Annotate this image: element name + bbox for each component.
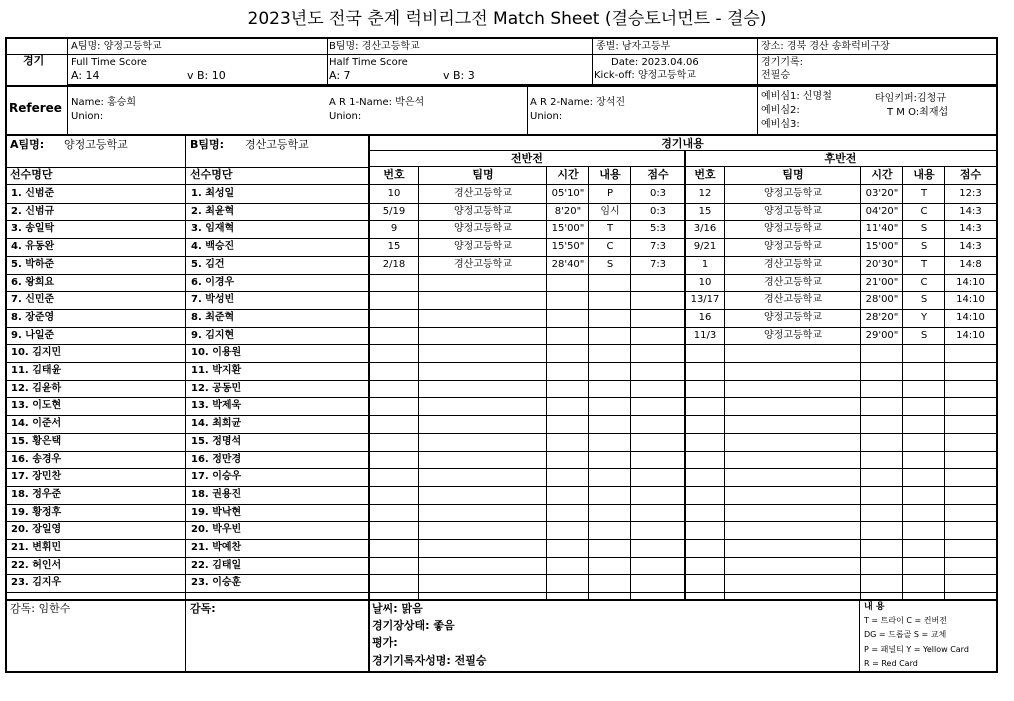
player-a: 7. 신민준 (11, 294, 55, 305)
second-half-time: 20'30" (865, 259, 899, 270)
player-a: 5. 박하준 (11, 259, 55, 270)
match-label: 경기 (23, 54, 45, 67)
player-b: 8. 최준혁 (191, 312, 235, 323)
team-a-title: 양정고등학교 (64, 138, 128, 151)
player-b: 23. 이승훈 (191, 577, 242, 588)
player-a: 4. 유동완 (11, 241, 55, 252)
first-half-no: 2/18 (382, 259, 406, 270)
grid-line (7, 415, 996, 416)
recorder: 경기기록자성명: 전필승 (372, 654, 487, 667)
first-half-time: 15'50" (551, 241, 585, 252)
player-b: 9. 김지현 (191, 330, 235, 341)
first-half-type: P (606, 188, 614, 199)
second-half-time: 15'00" (865, 241, 899, 252)
player-b: 1. 최성일 (191, 188, 235, 199)
col-no-2: 번호 (694, 168, 716, 181)
second-half-score: 14:8 (959, 259, 982, 270)
grid-line (7, 539, 996, 540)
second-half-type: C (920, 277, 928, 288)
division: 종별: 남자고등부 (596, 41, 671, 52)
player-a: 20. 장일영 (11, 524, 62, 535)
player-b: 11. 박지환 (191, 365, 242, 376)
col-time-2: 시간 (871, 168, 893, 181)
evaluation: 평가: (372, 636, 398, 649)
second-half-no: 11/3 (693, 330, 717, 341)
player-a: 15. 황은택 (11, 436, 62, 447)
record-label: 경기기록: (761, 57, 804, 68)
second-half-no: 10 (698, 277, 712, 288)
second-half-team: 경산고등학교 (764, 294, 822, 305)
player-b: 18. 권용진 (191, 489, 242, 500)
player-a: 23. 김지우 (11, 577, 62, 588)
second-half-team: 양정고등학교 (764, 206, 822, 217)
player-b: 19. 박낙현 (191, 507, 242, 518)
second-half-type: S (920, 330, 928, 341)
player-a: 3. 송일탁 (11, 223, 55, 234)
second-half-time: 28'20" (865, 312, 899, 323)
player-a: 11. 김태윤 (11, 365, 62, 376)
team-a-label: A팀명: (10, 138, 45, 151)
second-half-team: 양정고등학교 (764, 241, 822, 252)
second-half-time: 11'40" (865, 223, 899, 234)
player-b: 22. 김태일 (191, 560, 242, 571)
player-b: 3. 임재혁 (191, 223, 235, 234)
second-half-no: 13/17 (690, 294, 720, 305)
player-b: 14. 최희균 (191, 418, 242, 429)
second-half-score: 14:10 (956, 312, 985, 323)
player-a: 17. 장민찬 (11, 471, 62, 482)
second-half-no: 15 (698, 206, 712, 217)
second-half-score: 14:3 (959, 241, 982, 252)
reserve-referee-1: 예비심1: 신명철 (761, 91, 832, 102)
second-half-score: 14:10 (956, 294, 985, 305)
field-condition: 경기장상태: 좋음 (372, 619, 455, 632)
log-header: 경기내용 (661, 137, 704, 150)
first-half-time: 15'00" (551, 223, 585, 234)
first-half-time: 8'20" (554, 206, 582, 217)
kick-off: Kick-off: 양정고등학교 (594, 70, 696, 81)
match-sheet (5, 37, 998, 673)
team-b-label: B팀명: (190, 138, 225, 151)
second-half-time: 29'00" (865, 330, 899, 341)
legend-line-4: R = Red Card (864, 659, 918, 668)
second-half-type: T (920, 188, 928, 199)
col-score-2: 점수 (959, 168, 982, 181)
player-b: 10. 이용원 (191, 347, 242, 358)
second-half-time: 28'00" (865, 294, 899, 305)
player-a: 21. 변휘민 (11, 542, 62, 553)
first-half-type: C (606, 241, 614, 252)
tmo: T M O:최재섭 (887, 107, 949, 118)
grid-line (859, 599, 860, 673)
first-half-team: 양정고등학교 (454, 206, 512, 217)
grid-line (7, 504, 996, 505)
second-half-no: 9/21 (693, 241, 717, 252)
first-half-type: 임시 (600, 206, 620, 217)
half-time-b: v B: 3 (443, 69, 475, 82)
first-half-label: 전반전 (511, 152, 543, 165)
col-type-1: 내용 (599, 168, 621, 181)
second-half-type: S (920, 294, 928, 305)
player-b: 7. 박성빈 (191, 294, 235, 305)
player-a: 1. 신범준 (11, 188, 55, 199)
ar1-union: Union: (329, 111, 362, 122)
reserve-referee-2: 예비심2: (761, 105, 800, 116)
grid-line (7, 521, 996, 522)
player-a: 10. 김지민 (11, 347, 62, 358)
second-half-type: Y (920, 312, 928, 323)
second-half-team: 양정고등학교 (764, 223, 822, 234)
second-half-no: 1 (701, 259, 709, 270)
referee-union: Union: (71, 111, 104, 122)
col-team-1: 팀명 (472, 168, 494, 181)
weather: 날씨: 맑음 (372, 602, 423, 615)
first-half-no: 9 (390, 223, 398, 234)
grid-line (7, 362, 996, 363)
first-half-team: 양정고등학교 (454, 241, 512, 252)
grid-line (7, 599, 996, 601)
second-half-no: 12 (698, 188, 712, 199)
player-b: 5. 김건 (191, 259, 225, 270)
first-half-score: 0:3 (649, 206, 667, 217)
col-team-2: 팀명 (782, 168, 804, 181)
col-time-1: 시간 (557, 168, 579, 181)
player-a: 2. 신범규 (11, 206, 55, 217)
match-date: Date: 2023.04.06 (611, 57, 699, 68)
player-a: 16. 송경우 (11, 454, 62, 465)
legend-line-2: DG = 드롭골 S = 교체 (864, 630, 947, 639)
sheet-title: 2023년도 전국 춘계 럭비리그전 Match Sheet (결승토너먼트 - 결승) (247, 9, 767, 29)
grid-line (7, 451, 996, 452)
record-name: 전필승 (761, 70, 790, 81)
second-half-team: 경산고등학교 (764, 277, 822, 288)
reserve-referee-3: 예비심3: (761, 119, 800, 130)
half-time-label: Half Time Score (329, 57, 408, 68)
grid-line (7, 574, 996, 575)
player-a: 13. 이도현 (11, 400, 62, 411)
second-half-score: 14:10 (956, 330, 985, 341)
first-half-no: 5/19 (382, 206, 406, 217)
legend-line-3: P = 패널티 Y = Yellow Card (864, 645, 969, 654)
ar2-union: Union: (530, 111, 563, 122)
second-half-time: 21'00" (865, 277, 899, 288)
grid-line (368, 166, 996, 167)
first-half-type: S (606, 259, 614, 270)
second-half-score: 14:10 (956, 277, 985, 288)
player-a: 14. 이준서 (11, 418, 62, 429)
player-a: 9. 나일준 (11, 330, 55, 341)
first-half-no: 15 (387, 241, 401, 252)
grid-line (7, 592, 996, 593)
second-half-score: 14:3 (959, 206, 982, 217)
referee-label: Referee (9, 101, 62, 115)
player-a: 6. 왕희요 (11, 277, 55, 288)
second-half-no: 3/16 (693, 223, 717, 234)
player-b: 16. 정만경 (191, 454, 242, 465)
first-half-score: 0:3 (649, 188, 667, 199)
first-half-team: 양정고등학교 (454, 223, 512, 234)
second-half-score: 12:3 (959, 188, 982, 199)
team-a-name: A팀명: 양정고등학교 (71, 41, 162, 52)
player-b: 12. 공동민 (191, 383, 242, 394)
player-b: 4. 백승진 (191, 241, 235, 252)
grid-line (7, 167, 368, 168)
grid-line (7, 468, 996, 469)
team-b-title: 경산고등학교 (245, 138, 309, 151)
ar1-name: A R 1-Name: 박은석 (329, 97, 425, 108)
second-half-type: S (920, 223, 928, 234)
second-half-team: 양정고등학교 (764, 188, 822, 199)
second-half-time: 04'20" (865, 206, 899, 217)
player-a: 22. 허인서 (11, 560, 62, 571)
grid-line (7, 380, 996, 381)
second-half-score: 14:3 (959, 223, 982, 234)
col-score-1: 점수 (647, 168, 669, 181)
player-b: 17. 이승우 (191, 471, 242, 482)
grid-line (7, 486, 996, 487)
col-no-1: 번호 (383, 168, 405, 181)
first-half-team: 경산고등학교 (454, 188, 512, 199)
full-time-label: Full Time Score (71, 57, 147, 68)
first-half-time: 28'40" (551, 259, 585, 270)
roster-b-header: 선수명단 (190, 168, 233, 181)
full-time-b: v B: 10 (187, 69, 226, 82)
player-b: 21. 박예찬 (191, 542, 242, 553)
ar2-name: A R 2-Name: 장석진 (530, 97, 626, 108)
coach-b: 감독: (190, 602, 216, 615)
player-b: 13. 박제욱 (191, 400, 242, 411)
second-half-label: 후반전 (824, 152, 857, 165)
player-a: 19. 황정후 (11, 507, 62, 518)
legend-line-1: T = 트라이 C = 컨버전 (864, 616, 947, 625)
half-time-a: A: 7 (329, 69, 351, 82)
team-b-name: B팀명: 경산고등학교 (329, 41, 420, 52)
player-b: 6. 이경우 (191, 277, 235, 288)
player-b: 20. 박우빈 (191, 524, 242, 535)
first-half-score: 7:3 (649, 241, 667, 252)
second-half-type: T (920, 259, 928, 270)
first-half-team: 경산고등학교 (454, 259, 512, 270)
grid-line (368, 150, 996, 151)
player-b: 15. 정명석 (191, 436, 242, 447)
second-half-team: 양정고등학교 (764, 330, 822, 341)
second-half-type: S (920, 241, 928, 252)
second-half-no: 16 (698, 312, 712, 323)
grid-line (7, 397, 996, 398)
coach-a: 감독: 임한수 (10, 602, 71, 615)
player-a: 18. 정우준 (11, 489, 62, 500)
grid-line (7, 433, 996, 434)
referee-name: Name: 홍승희 (71, 97, 137, 108)
second-half-type: C (920, 206, 928, 217)
grid-line (7, 557, 996, 558)
full-time-a: A: 14 (71, 69, 100, 82)
col-type-2: 내용 (913, 168, 935, 181)
second-half-team: 양정고등학교 (764, 312, 822, 323)
first-half-time: 05'10" (551, 188, 585, 199)
second-half-time: 03'20" (865, 188, 899, 199)
first-half-type: T (606, 223, 614, 234)
second-half-team: 경산고등학교 (764, 259, 822, 270)
first-half-score: 7:3 (649, 259, 667, 270)
legend-title: 내 용 (864, 602, 885, 612)
first-half-score: 5:3 (649, 223, 667, 234)
venue: 장소: 경북 경산 송화럭비구장 (761, 41, 890, 52)
player-b: 2. 최윤혁 (191, 206, 235, 217)
timekeeper: 타임키퍼:김청규 (875, 93, 946, 104)
roster-a-header: 선수명단 (10, 168, 53, 181)
first-half-no: 10 (387, 188, 401, 199)
player-a: 12. 김윤하 (11, 383, 62, 394)
player-a: 8. 장준영 (11, 312, 55, 323)
